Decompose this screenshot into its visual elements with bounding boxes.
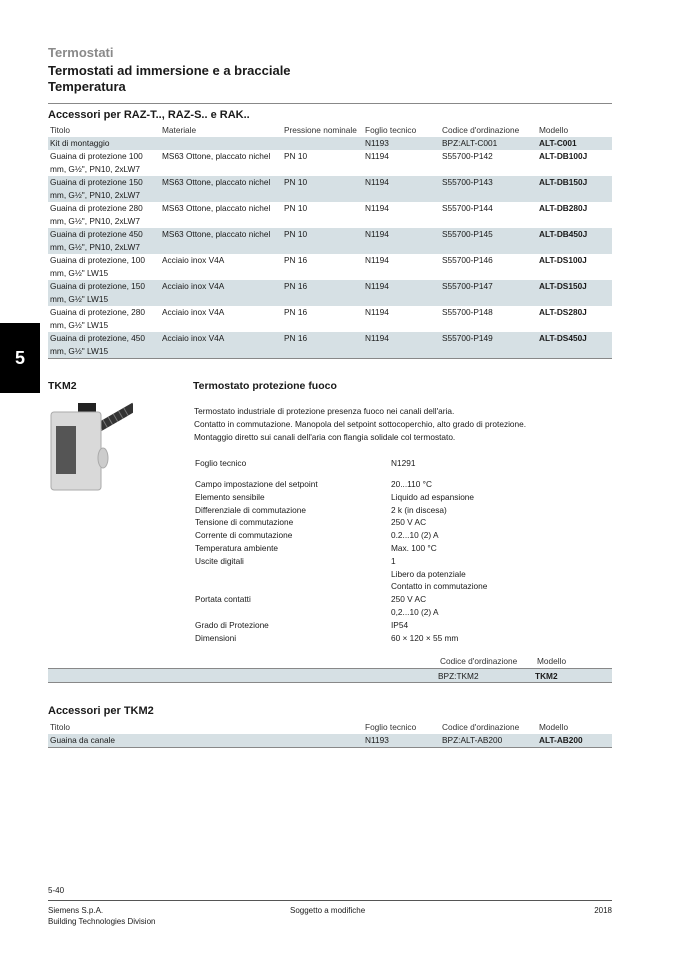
product-image <box>48 398 133 493</box>
datasheet-label: Foglio tecnico <box>195 458 247 468</box>
column-header: Codice d'ordinazione <box>442 722 520 732</box>
table-row <box>48 137 612 150</box>
spec-value: Libero da potenziale <box>391 568 466 579</box>
table-cell: S55700-P147 <box>440 280 537 306</box>
order-header-model: Modello <box>537 656 567 666</box>
section-title-tkm2: Accessori per TKM2 <box>48 705 154 717</box>
table-cell: N1193 <box>363 137 440 150</box>
table-cell: Guaina di protezione, 100 mm, G½" LW15 <box>50 255 146 278</box>
column-header: Foglio tecnico <box>365 125 417 135</box>
table-row <box>48 228 612 254</box>
table-row <box>48 150 612 176</box>
table-cell: Acciaio inox V4A <box>160 280 282 306</box>
description-line: Termostato industriale di protezione presenza fuoco nei canali dell'aria. <box>194 406 455 416</box>
table-cell: ALT-DS100J <box>539 255 587 265</box>
table-cell: Guaina di protezione, 280 mm, G½" LW15 <box>50 307 146 330</box>
spec-value: 20...110 °C <box>391 479 432 489</box>
product-code: TKM2 <box>48 380 77 392</box>
footer-year: 2018 <box>594 906 612 915</box>
table-cell: MS63 Ottone, placcato nichel <box>160 176 282 202</box>
table-row <box>48 176 612 202</box>
table-cell: BPZ:ALT-C001 <box>440 137 537 150</box>
spec-value: 250 V AC <box>391 517 427 528</box>
page-number: 5-40 <box>48 886 65 895</box>
column-header: Codice d'ordinazione <box>442 125 520 135</box>
table-cell: Guaina da canale <box>48 734 363 748</box>
spec-label: Corrente di commutazione <box>195 530 293 541</box>
divider <box>48 103 612 104</box>
table-cell: S55700-P142 <box>442 151 493 161</box>
table-cell: N1194 <box>365 203 389 213</box>
table-cell: MS63 Ottone, placcato nichel <box>162 203 271 213</box>
table-cell: ALT-DB100J <box>539 151 588 161</box>
table-cell: PN 16 <box>284 307 308 317</box>
order-code: BPZ:TKM2 <box>438 671 479 681</box>
spec-value: 60 × 120 × 55 mm <box>391 632 459 643</box>
table-cell: MS63 Ottone, placcato nichel <box>162 151 271 161</box>
section-title-raz: Accessori per RAZ-T.., RAZ-S.. e RAK.. <box>48 109 250 121</box>
table-cell: S55700-P149 <box>440 332 537 359</box>
order-header-code: Codice d'ordinazione <box>440 656 518 666</box>
category-title: Termostati <box>48 45 114 60</box>
table-cell: S55700-P146 <box>442 255 493 265</box>
table-cell: S55700-P143 <box>440 176 537 202</box>
table-cell: PN 10 <box>284 151 308 161</box>
table-row <box>48 254 612 280</box>
column-header: Pressione nominale <box>284 125 357 135</box>
table-cell: N1194 <box>363 228 440 254</box>
spec-value: IP54 <box>391 619 409 630</box>
order-model: TKM2 <box>535 671 558 681</box>
table-cell: N1194 <box>363 280 440 306</box>
column-header: Materiale <box>162 125 197 135</box>
table-cell: PN 16 <box>282 280 363 306</box>
datasheet-value: N1291 <box>391 458 416 468</box>
column-header: Titolo <box>50 722 70 732</box>
table-row <box>48 202 612 228</box>
table-cell: Acciaio inox V4A <box>160 332 282 359</box>
spec-value: Max. 100 °C <box>391 543 437 553</box>
product-title: Termostato protezione fuoco <box>193 380 337 392</box>
page-subtitle: Temperatura <box>48 79 126 94</box>
table-cell: PN 10 <box>282 176 363 202</box>
table-cell: ALT-AB200 <box>537 734 612 748</box>
spec-value: Liquido ad espansione <box>391 491 475 502</box>
raz-accessories-table <box>48 124 612 359</box>
spec-label: Elemento sensibile <box>195 491 265 502</box>
footer-divider <box>48 900 612 901</box>
spec-label: Portata contatti <box>195 594 251 605</box>
table-cell: Guaina di protezione 450 mm, G½", PN10, 2xLW7 <box>48 228 160 254</box>
spec-label: Tensione di commutazione <box>195 517 294 528</box>
footer-company: Siemens S.p.A. <box>48 906 104 915</box>
table-row <box>48 332 612 359</box>
footer-note: Soggetto a modifiche <box>290 906 366 915</box>
table-cell: Guaina di protezione, 450 mm, G½" LW15 <box>48 332 160 359</box>
table-cell: N1194 <box>365 255 389 265</box>
table-cell <box>160 137 282 150</box>
table-cell: S55700-P148 <box>442 307 493 317</box>
table-cell: ALT-DB150J <box>537 176 612 202</box>
description-line: Contatto in commutazione. Manopola del setpoint sottocoperchio, alto grado di protezione. <box>194 419 527 429</box>
table-cell: MS63 Ottone, placcato nichel <box>160 228 282 254</box>
footer-division: Building Technologies Division <box>48 917 156 926</box>
table-cell: Guaina di protezione 280 mm, G½", PN10, 2xLW7 <box>50 203 143 226</box>
spec-value: 2 k (in discesa) <box>391 504 447 515</box>
table-cell: ALT-DS150J <box>537 280 612 306</box>
table-cell: Guaina di protezione 150 mm, G½", PN10, 2xLW7 <box>48 176 160 202</box>
table-cell: Guaina di protezione, 150 mm, G½" LW15 <box>48 280 160 306</box>
spec-label: Grado di Protezione <box>195 619 269 630</box>
table-cell: BPZ:ALT-AB200 <box>440 734 537 748</box>
table-cell: ALT-DS280J <box>539 307 587 317</box>
column-header: Titolo <box>50 125 70 135</box>
table-cell: Acciaio inox V4A <box>162 255 225 265</box>
table-cell: ALT-DB450J <box>537 228 612 254</box>
chapter-tab: 5 <box>0 323 40 393</box>
table-cell: ALT-DS450J <box>537 332 612 359</box>
table-cell: N1194 <box>365 307 389 317</box>
table-cell: ALT-DB280J <box>539 203 588 213</box>
table-cell: Kit di montaggio <box>48 137 160 150</box>
table-row <box>48 734 612 748</box>
spec-label: Campo impostazione del setpoint <box>195 479 318 489</box>
column-header: Modello <box>539 125 569 135</box>
table-cell: N1193 <box>363 734 440 748</box>
table-row <box>48 306 612 332</box>
table-cell: PN 10 <box>284 203 308 213</box>
spec-value: 250 V AC <box>391 594 427 605</box>
table-cell: N1194 <box>365 151 389 161</box>
table-cell: N1194 <box>363 332 440 359</box>
table-cell: PN 10 <box>282 228 363 254</box>
spec-value: 1 <box>391 555 396 566</box>
description-line: Montaggio diretto sui canali dell'aria con flangia solidale col termostato. <box>194 432 456 442</box>
table-cell: ALT-C001 <box>537 137 612 150</box>
column-header: Foglio tecnico <box>365 722 417 732</box>
spec-value: 0,2...10 (2) A <box>391 607 439 617</box>
spec-label: Differenziale di commutazione <box>195 504 306 515</box>
table-cell: Guaina di protezione 100 mm, G½", PN10, 2xLW7 <box>50 151 143 174</box>
spec-value: Contatto in commutazione <box>391 581 488 592</box>
spec-label: Uscite digitali <box>195 555 244 566</box>
spec-value: 0.2...10 (2) A <box>391 530 439 541</box>
table-cell <box>282 137 363 150</box>
table-cell: N1194 <box>363 176 440 202</box>
tkm2-accessories-table <box>48 721 612 748</box>
table-cell: PN 16 <box>284 255 308 265</box>
spec-label: Temperatura ambiente <box>195 543 279 553</box>
column-header: Modello <box>539 722 569 732</box>
order-row <box>48 668 612 683</box>
table-cell: S55700-P145 <box>440 228 537 254</box>
page-title: Termostati ad immersione e a bracciale <box>48 63 291 78</box>
product-description <box>194 405 526 444</box>
table-cell: PN 16 <box>282 332 363 359</box>
table-cell: S55700-P144 <box>442 203 493 213</box>
spec-label: Dimensioni <box>195 632 237 643</box>
table-cell: Acciaio inox V4A <box>162 307 225 317</box>
table-row <box>48 280 612 306</box>
